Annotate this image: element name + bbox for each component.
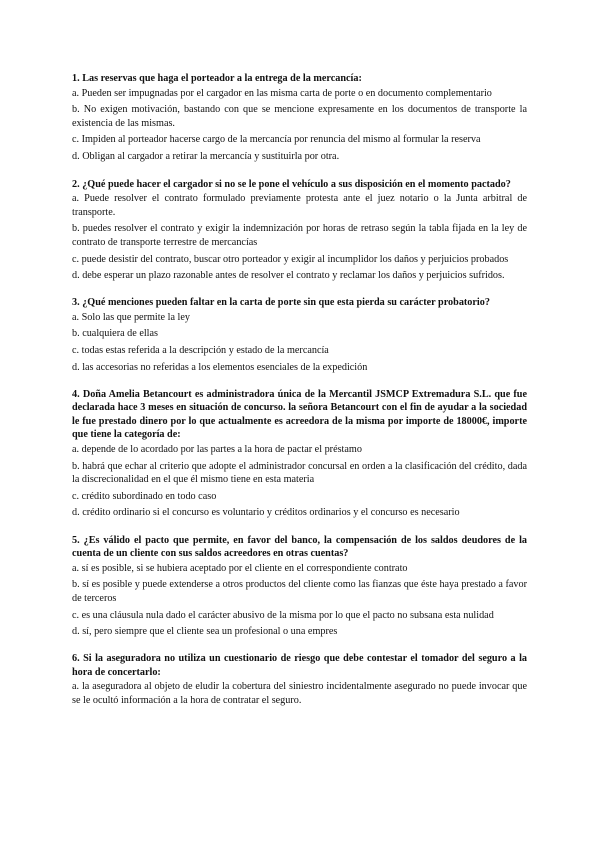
option-b: b. habrá que echar al criterio que adopte el administrador concursal en orden a la clasificación del crédito, dada la discrecionalidad en el que él mismo tiene en esta materia <box>72 460 527 486</box>
option-d: d. crédito ordinario si el concurso es voluntario y créditos ordinarios y el concurso es necesario <box>72 507 460 519</box>
option-b: b. puedes resolver el contrato y exigir la indemnización por horas de retraso según la tabla fijada en la ley de contrato de transporte terrestre de mercancías <box>72 223 527 248</box>
question-title: 5. ¿Es válido el pacto que permite, en favor del banco, la compensación de los saldos deudores de la cuenta de un cliente con sus saldos acreedores en otras cuentas? <box>72 534 527 560</box>
question-1 <box>72 72 527 164</box>
option-a: a. Solo las que permite la ley <box>72 311 190 323</box>
question-title: 3. ¿Qué menciones pueden faltar en la carta de porte sin que esta pierda su carácter probatorio? <box>72 297 490 309</box>
option-a: a. Puede resolver el contrato formulado previamente protesta ante el juez notario o la Junta arbitral de transporte. <box>72 193 527 218</box>
option-d: d. Obligan al cargador a retirar la mercancía y sustituirla por otra. <box>72 150 340 162</box>
option-d: d. debe esperar un plazo razonable antes de resolver el contrato y reclamar los daños y perjuicios sufridos. <box>72 270 505 282</box>
question-5 <box>72 534 527 639</box>
option-c: c. puede desistir del contrato, buscar otro porteador y exigir al incumplidor los daños y perjuicios probados <box>72 253 509 265</box>
question-title: 2. ¿Qué puede hacer el cargador si no se le pone el vehículo a sus disposición en el momento pactado? <box>72 178 511 190</box>
question-3 <box>72 296 527 374</box>
question-6 <box>72 652 527 707</box>
option-c: c. crédito subordinado en todo caso <box>72 490 217 502</box>
option-c: c. todas estas referida a la descripción y estado de la mercancía <box>72 345 329 356</box>
option-a: a. sí es posible, si se hubiera aceptado por el cliente en el correspondiente contrato <box>72 562 408 574</box>
question-title: 6. Si la aseguradora no utiliza un cuestionario de riesgo que debe contestar el tomador del seguro a la hora de concertarlo: <box>72 653 527 678</box>
option-b: b. cualquiera de ellas <box>72 328 158 340</box>
option-b: b. No exigen motivación, bastando con que se mencione expresamente en los documentos de transporte la existencia de las mismas. <box>72 104 527 129</box>
option-b: b. sí es posible y puede extenderse a otros productos del cliente como las fianzas que éste haya prestado a favor de terceros <box>72 579 527 604</box>
option-a: a. depende de lo acordado por las partes a la hora de pactar el préstamo <box>72 444 362 456</box>
question-2 <box>72 178 527 283</box>
option-c: c. es una cláusula nula dado el carácter abusivo de la misma por lo que el pacto no subsana esta nulidad <box>72 609 494 621</box>
question-4 <box>72 388 527 520</box>
question-title: 4. Doña Amelia Betancourt es administradora única de la Mercantil JSMCP Extremadura S.L. que fue declarada hace 3 meses en situación de concurso. la señora Betancourt con el fin de ayudar a la sociedad le fue prestado dinero por lo que actualmente es acreedora de la misma por importe de 18000€, importe que tiene la categoría de: <box>72 388 527 441</box>
option-a: a. Pueden ser impugnadas por el cargador en las misma carta de porte o en documento complementario <box>72 87 492 99</box>
option-a: a. la aseguradora al objeto de eludir la cobertura del siniestro incidentalmente asegurado no puede invocar que se le ocultó información a la hora de contratar el seguro. <box>72 681 527 706</box>
document-page <box>72 72 527 721</box>
question-title: 1. Las reservas que haga el porteador a la entrega de la mercancía: <box>72 73 362 84</box>
option-c: c. Impiden al porteador hacerse cargo de la mercancía por renuncia del mismo al formular la reserva <box>72 134 481 146</box>
option-d: d. sí, pero siempre que el cliente sea un profesional o una empres <box>72 626 338 638</box>
option-d: d. las accesorias no referidas a los elementos esenciales de la expedición <box>72 361 368 373</box>
